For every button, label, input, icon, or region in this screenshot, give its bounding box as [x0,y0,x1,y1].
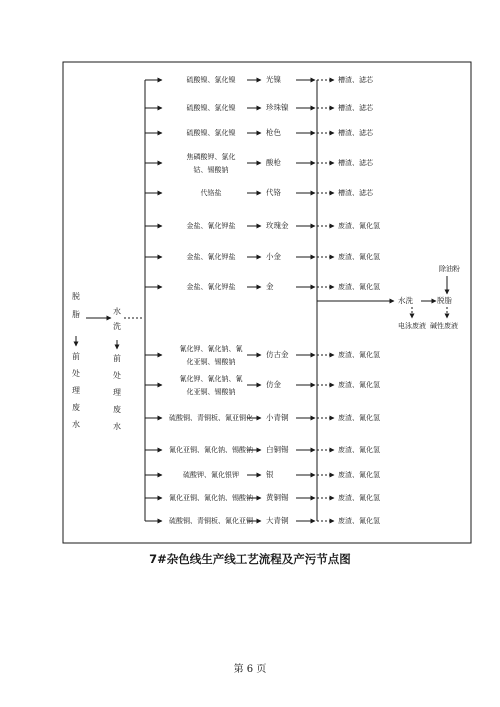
process-name: 银 [266,470,274,479]
pollutant-label: 废渣、氰化氢 [338,283,380,291]
static-layer [72,80,460,521]
process-row [145,220,380,230]
post-degrease-output-label: 碱性废液 [430,322,458,330]
pollutant-label: 废渣、氰化氢 [338,414,380,422]
process-row [145,344,380,366]
process-name: 大青铜 [266,516,289,525]
process-name: 酸枪 [266,158,281,167]
process-name: 代铬 [266,188,281,197]
page-number: 第 6 页 [233,664,267,675]
pollutant-label: 废渣、氰化氢 [338,446,380,454]
process-row [145,412,380,422]
process-name: 小金 [266,252,281,261]
pollutant-label: 废渣、氰化氢 [338,351,380,359]
process-name: 黄铜锡 [266,493,289,502]
process-row [145,187,374,197]
post-degrease-label: 脱脂 [437,296,452,305]
pollutant-label: 废渣、氰化氢 [338,253,380,261]
process-row [145,515,380,525]
pollutant-label: 废渣、氰化氢 [338,494,380,502]
process-row [145,281,380,291]
chemicals-label: 金盐、氰化钾盐 [186,283,236,291]
chemicals-label: 硫酸钾、氰化银钾 [183,471,239,479]
wash-wastewater-label-char: 前 [113,354,121,363]
process-name: 金 [266,282,274,291]
process-name: 白铜锡 [266,445,289,454]
source-wastewater-label-char: 前 [72,352,80,361]
post-wash-label: 水洗 [398,296,413,305]
wash-stage-label-char: 洗 [113,322,121,331]
post-wash-output-label: 电泳废液 [398,322,426,330]
process-row [145,74,374,84]
chemicals-label: 硫酸镍、氯化镍 [186,76,236,84]
source-wastewater-label-char: 理 [72,386,80,395]
chemicals-label: 化亚铜、锡酸钠 [186,358,236,366]
process-lines [145,74,380,525]
chemicals-label: 氰化亚铜、氰化钠、锡酸钠 [169,446,253,454]
source-stage-label-char: 脱 [72,292,80,301]
process-name: 仿金 [266,380,281,389]
chemicals-label: 代铬盐 [200,189,222,197]
chemicals-label: 氰化钾、氰化钠、氰 [179,375,243,383]
pollutant-label: 槽渣、滤芯 [338,159,373,167]
chemicals-label: 金盐、氰化钾盐 [186,222,236,230]
pollutant-label: 废渣、氰化氢 [338,381,380,389]
process-row [145,444,380,454]
process-name: 小青铜 [266,413,289,422]
degrease-input-label: 除油粉 [439,265,460,273]
process-name: 珍珠镍 [266,103,289,112]
wash-stage-label-char: 水 [113,307,121,316]
process-row [145,470,380,479]
process-name: 仿古金 [266,350,289,359]
chemicals-label: 氰化钾、氰化钠、氰 [179,345,243,353]
wash-wastewater-label [113,353,121,431]
chemicals-label: 硫酸镍、氯化镍 [186,129,236,137]
pollutant-label: 废渣、氰化氢 [338,222,380,230]
process-name: 玫瑰金 [266,221,289,230]
process-row [145,374,380,396]
process-name: 枪色 [266,128,281,137]
process-row [145,127,374,137]
wash-stage-label [113,306,121,331]
pollutant-label: 槽渣、滤芯 [338,129,373,137]
source-stage-label-char: 脂 [72,310,80,319]
wash-wastewater-label-char: 水 [113,422,121,431]
chemicals-label: 氰化亚铜、氰化钠、锡酸钠 [169,494,253,502]
process-row [145,102,374,112]
source-wastewater-label [72,351,80,429]
wash-wastewater-label-char: 理 [113,388,121,397]
chemicals-label: 化亚铜、锡酸钠 [186,388,236,396]
pollutant-label: 废渣、氰化氢 [338,471,380,479]
source-wastewater-label-char: 废 [72,403,80,412]
pollutant-label: 槽渣、滤芯 [338,189,373,197]
process-row [145,492,380,502]
pollutant-label: 槽渣、滤芯 [338,76,373,84]
source-wastewater-label-char: 水 [72,420,80,429]
process-row [145,152,374,174]
chemicals-label: 硫酸镍、氯化镍 [186,104,236,112]
chemicals-label: 钴、锡酸钠 [193,166,229,174]
chemicals-label: 硫酸铜、青铜板、氰亚铜化 [169,414,253,422]
wash-wastewater-label-char: 处 [113,371,121,380]
source-stage-label [72,291,80,319]
chemicals-label: 焦磷酸钾、氯化 [186,153,236,161]
process-row [145,251,380,261]
pollutant-label: 废渣、氰化氢 [338,517,380,525]
source-wastewater-label-char: 处 [72,369,80,378]
figure-caption: 7#杂色线生产线工艺流程及产污节点图 [149,552,351,566]
chemicals-label: 硫酸铜、青铜板、氰化亚铜 [169,517,253,525]
wash-wastewater-label-char: 废 [113,405,121,414]
chemicals-label: 金盐、氰化钾盐 [186,253,236,261]
process-name: 光镍 [266,75,281,84]
pollutant-label: 槽渣、滤芯 [338,104,373,112]
